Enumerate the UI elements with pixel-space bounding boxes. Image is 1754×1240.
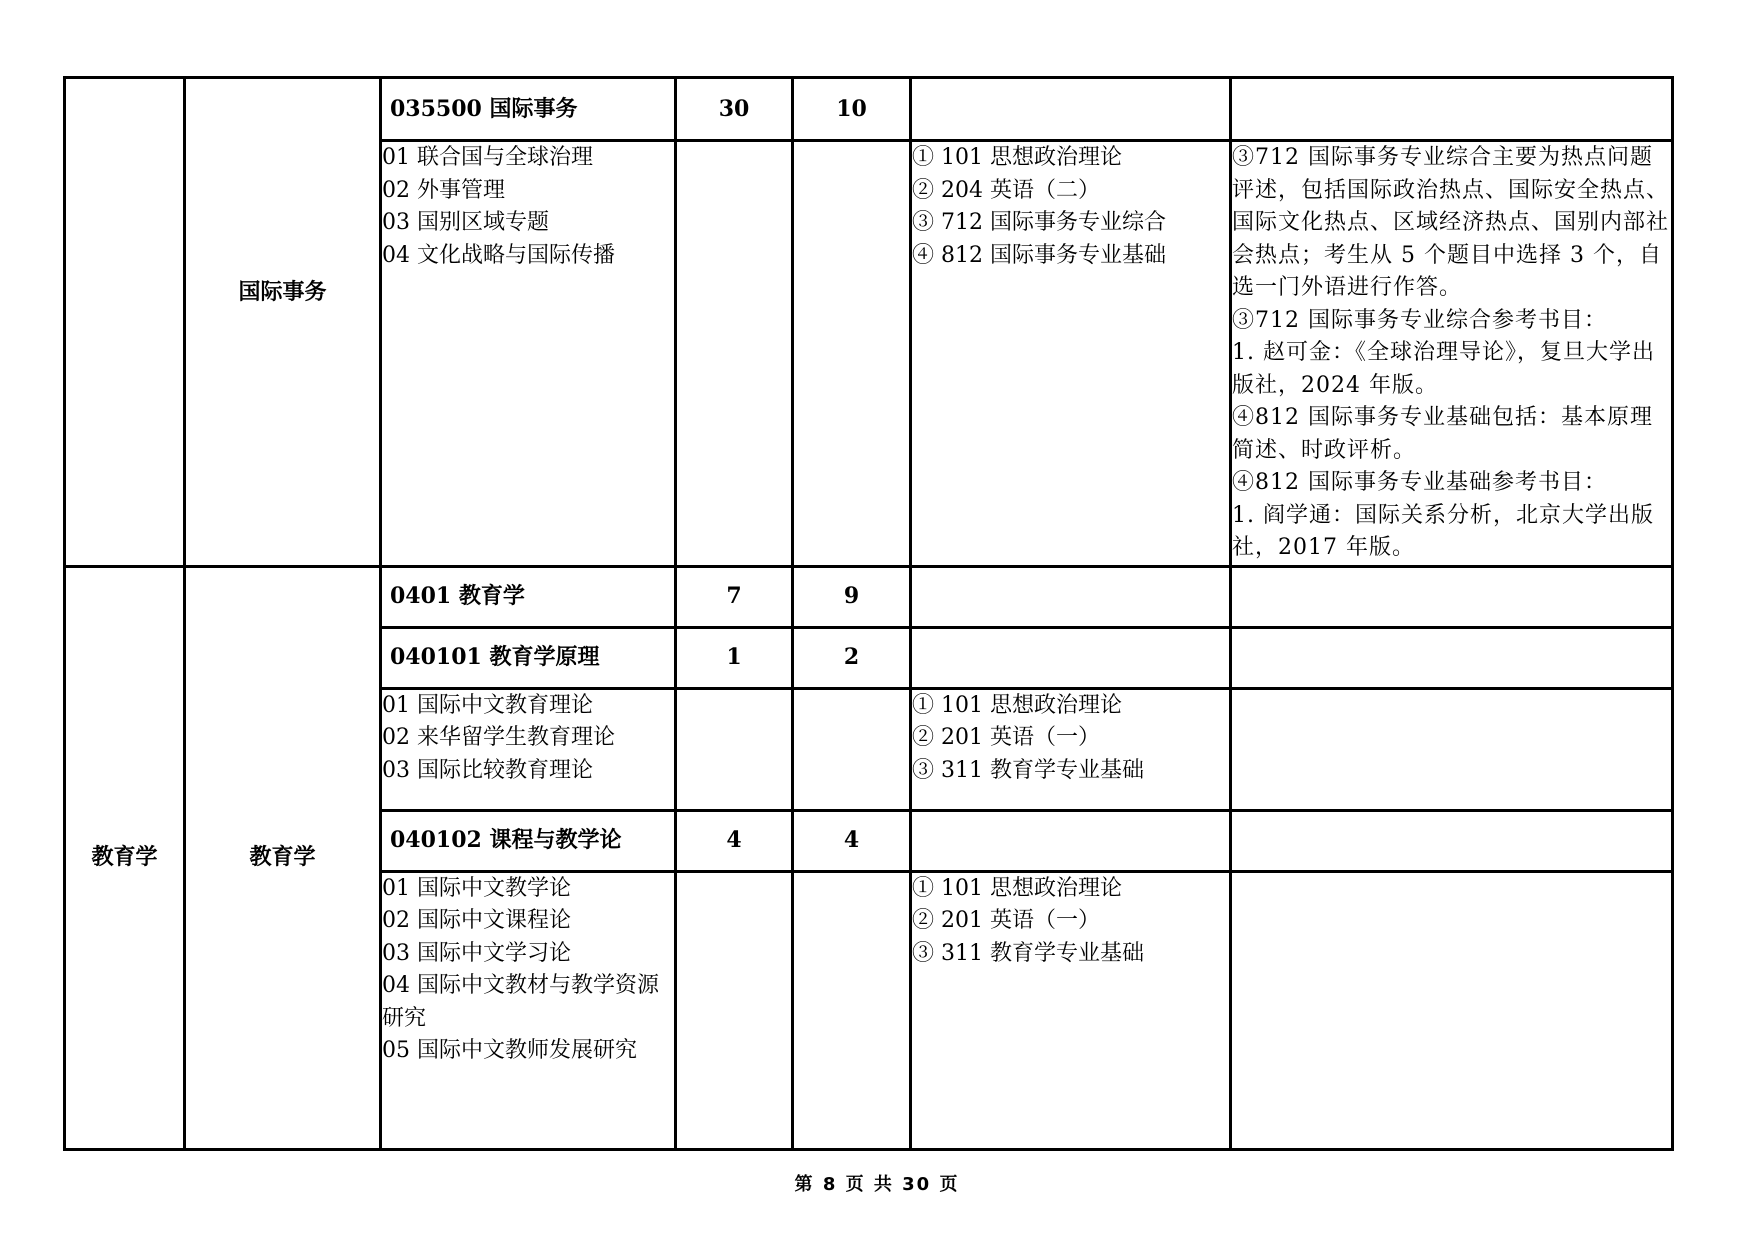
quota-a: 7 [676,566,793,627]
quota-b: 4 [793,810,911,871]
first-level-code-name: 0401 教育学 [381,566,676,627]
direction-item: 03 国别区域专题 [382,210,549,235]
quota-b-empty [793,871,911,1149]
quota-a-empty [676,688,793,810]
directions-list [381,688,676,810]
exam-item: ① 101 思想政治理论 [912,692,1122,718]
exams-cell-empty [911,566,1231,627]
exam-item: ② 201 英语（一） [912,725,1100,750]
notes-cell-empty [1231,688,1673,810]
exams-cell-empty [911,78,1231,141]
direction-item: 05 国际中文教师发展研究 [382,1038,637,1063]
quota-a: 30 [676,78,793,141]
exams-cell-empty [911,810,1231,871]
quota-b: 2 [793,627,911,688]
quota-a: 4 [676,810,793,871]
direction-item: 01 联合国与全球治理 [382,145,593,170]
exam-item: ② 201 英语（一） [912,908,1100,933]
note-item: 1. 赵可金：《全球治理导论》，复旦大学出版社，2024 年版。 [1232,340,1655,398]
notes-cell-empty [1231,78,1673,141]
program-code-name: 035500 国际事务 [381,78,676,141]
direction-item: 04 国际中文教材与教学资源研究 [382,973,659,1031]
direction-item: 04 文化战略与国际传播 [382,242,615,268]
notes-cell-empty [1231,871,1673,1149]
directions-list [381,871,676,1149]
first-level-header-row [65,566,1673,627]
quota-a-empty [676,141,793,567]
department-cell: 国际事务 [185,78,381,567]
direction-item: 02 外事管理 [382,177,505,203]
direction-item: 01 国际中文教学论 [382,875,571,901]
note-item: ③712 国际事务专业综合参考书目： [1232,307,1607,333]
notes-cell-empty [1231,810,1673,871]
program-code-name: 040101 教育学原理 [381,627,676,688]
exams-list [911,141,1231,567]
direction-item: 01 国际中文教育理论 [382,692,593,718]
direction-item: 02 国际中文课程论 [382,908,571,933]
quota-b-empty [793,141,911,567]
direction-item: 02 来华留学生教育理论 [382,725,615,750]
direction-item: 03 国际中文学习论 [382,940,571,966]
notes-cell [1231,141,1673,567]
admissions-table [63,76,1674,1151]
exams-cell-empty [911,627,1231,688]
exam-item: ② 204 英语（二） [912,177,1100,203]
exam-item: ① 101 思想政治理论 [912,145,1122,170]
exam-item: ③ 311 教育学专业基础 [912,940,1144,966]
note-item: 1. 阎学通：国际关系分析，北京大学出版社，2017 年版。 [1232,502,1654,560]
directions-list [381,141,676,567]
exams-list [911,871,1231,1149]
notes-cell-empty [1231,566,1673,627]
direction-item: 03 国际比较教育理论 [382,757,593,783]
quota-b: 9 [793,566,911,627]
note-item: ③712 国际事务专业综合主要为热点问题评述，包括国际政治热点、国际安全热点、国际文化热点、区域经济热点、国别内部社会热点；考生从 5 个题目中选择 3 个，自选一门外语进行作答。 [1232,145,1670,300]
discipline-cell: 教育学 [65,566,185,1149]
exam-item: ③ 712 国际事务专业综合 [912,210,1166,235]
discipline-cell [65,78,185,567]
program-header-row [65,78,1673,141]
quota-b-empty [793,688,911,810]
page-number: 第 8 页 共 30 页 [794,1174,960,1195]
department-cell: 教育学 [185,566,381,1149]
exams-list [911,688,1231,810]
note-item: ④812 国际事务专业基础包括：基本原理简述、时政评析。 [1232,405,1653,463]
exam-item: ① 101 思想政治理论 [912,875,1122,901]
quota-b: 10 [793,78,911,141]
notes-cell-empty [1231,627,1673,688]
exam-item: ④ 812 国际事务专业基础 [912,242,1166,268]
note-item: ④812 国际事务专业基础参考书目： [1232,470,1607,495]
exam-item: ③ 311 教育学专业基础 [912,757,1144,783]
program-code-name: 040102 课程与教学论 [381,810,676,871]
quota-a-empty [676,871,793,1149]
quota-a: 1 [676,627,793,688]
